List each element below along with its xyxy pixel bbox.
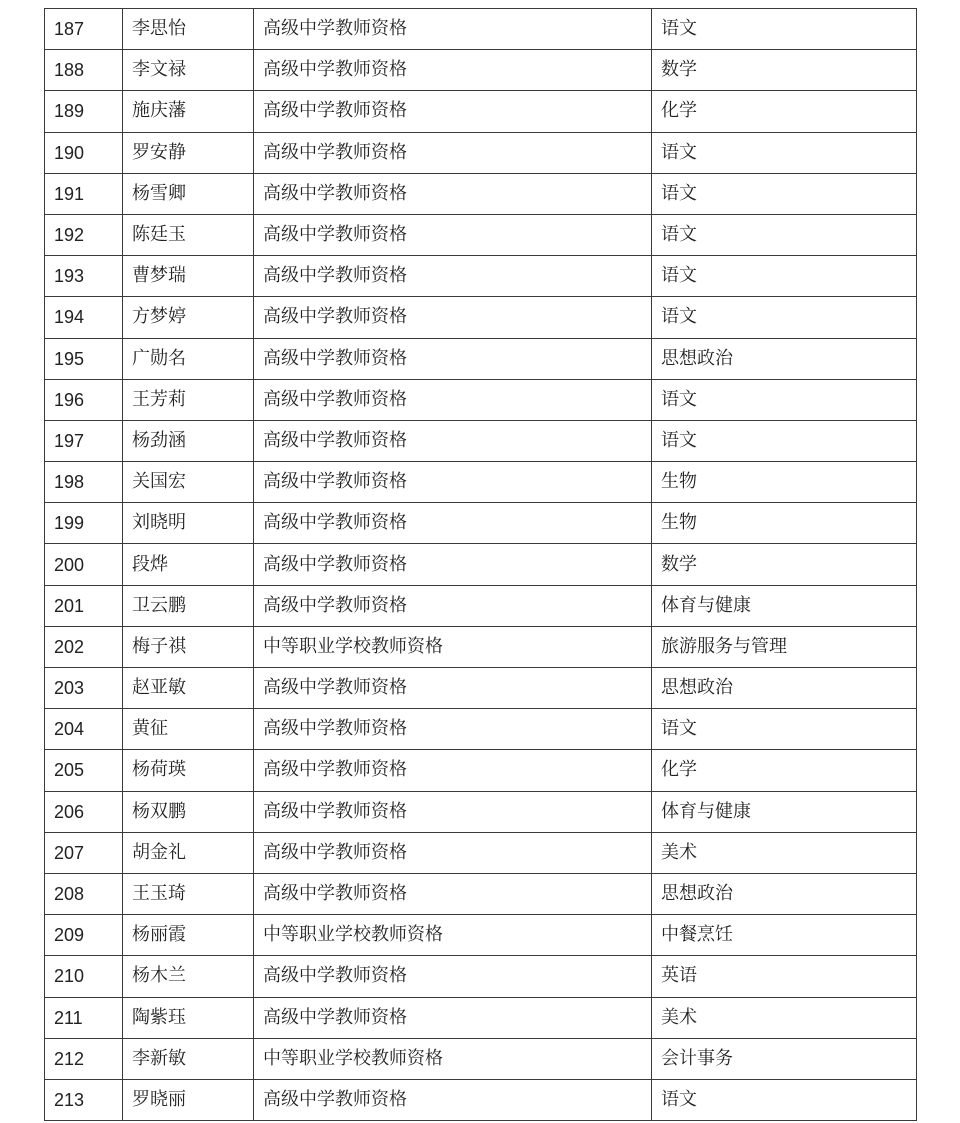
table-row [45, 832, 917, 873]
name-cell: 陈廷玉 [123, 214, 254, 255]
table-row [45, 297, 917, 338]
qualification-cell: 高级中学教师资格 [254, 503, 652, 544]
subject-cell: 中餐烹饪 [652, 915, 917, 956]
row-number-cell: 201 [45, 585, 123, 626]
table-row [45, 915, 917, 956]
row-number-cell: 208 [45, 873, 123, 914]
row-number-cell: 209 [45, 915, 123, 956]
row-number-cell: 196 [45, 379, 123, 420]
table-row [45, 750, 917, 791]
row-number-cell: 211 [45, 997, 123, 1038]
table-row [45, 503, 917, 544]
row-number-cell: 206 [45, 791, 123, 832]
qualification-cell: 高级中学教师资格 [254, 214, 652, 255]
name-cell: 杨双鹏 [123, 791, 254, 832]
name-cell: 曹梦瑞 [123, 256, 254, 297]
qualification-cell: 高级中学教师资格 [254, 9, 652, 50]
name-cell: 广勋名 [123, 338, 254, 379]
qualification-cell: 高级中学教师资格 [254, 832, 652, 873]
qualification-cell: 高级中学教师资格 [254, 173, 652, 214]
qualification-cell: 高级中学教师资格 [254, 956, 652, 997]
subject-cell: 英语 [652, 956, 917, 997]
subject-cell: 思想政治 [652, 873, 917, 914]
subject-cell: 旅游服务与管理 [652, 626, 917, 667]
qualification-cell: 高级中学教师资格 [254, 462, 652, 503]
table-row [45, 544, 917, 585]
qualification-cell: 高级中学教师资格 [254, 256, 652, 297]
table-row [45, 585, 917, 626]
name-cell: 杨雪卿 [123, 173, 254, 214]
table-row [45, 709, 917, 750]
subject-cell: 语文 [652, 256, 917, 297]
subject-cell: 会计事务 [652, 1038, 917, 1079]
name-cell: 罗晓丽 [123, 1079, 254, 1120]
table-row [45, 626, 917, 667]
table-row [45, 50, 917, 91]
table-row [45, 132, 917, 173]
row-number-cell: 205 [45, 750, 123, 791]
row-number-cell: 200 [45, 544, 123, 585]
table-body [45, 9, 917, 1121]
row-number-cell: 213 [45, 1079, 123, 1120]
name-cell: 梅子祺 [123, 626, 254, 667]
subject-cell: 语文 [652, 132, 917, 173]
name-cell: 施庆藩 [123, 91, 254, 132]
name-cell: 李思怡 [123, 9, 254, 50]
subject-cell: 语文 [652, 379, 917, 420]
subject-cell: 语文 [652, 709, 917, 750]
row-number-cell: 189 [45, 91, 123, 132]
qualification-cell: 中等职业学校教师资格 [254, 1038, 652, 1079]
name-cell: 段烨 [123, 544, 254, 585]
row-number-cell: 202 [45, 626, 123, 667]
subject-cell: 化学 [652, 750, 917, 791]
table-row [45, 173, 917, 214]
subject-cell: 数学 [652, 50, 917, 91]
name-cell: 卫云鹏 [123, 585, 254, 626]
row-number-cell: 197 [45, 420, 123, 461]
row-number-cell: 188 [45, 50, 123, 91]
row-number-cell: 190 [45, 132, 123, 173]
qualification-cell: 中等职业学校教师资格 [254, 915, 652, 956]
table-row [45, 956, 917, 997]
subject-cell: 体育与健康 [652, 791, 917, 832]
subject-cell: 数学 [652, 544, 917, 585]
subject-cell: 语文 [652, 420, 917, 461]
subject-cell: 语文 [652, 214, 917, 255]
row-number-cell: 210 [45, 956, 123, 997]
row-number-cell: 212 [45, 1038, 123, 1079]
name-cell: 陶紫珏 [123, 997, 254, 1038]
qualification-cell: 高级中学教师资格 [254, 379, 652, 420]
table-row [45, 9, 917, 50]
qualification-cell: 高级中学教师资格 [254, 420, 652, 461]
name-cell: 刘晓明 [123, 503, 254, 544]
row-number-cell: 191 [45, 173, 123, 214]
table-row [45, 420, 917, 461]
name-cell: 杨劲涵 [123, 420, 254, 461]
row-number-cell: 198 [45, 462, 123, 503]
table-row [45, 1079, 917, 1120]
subject-cell: 化学 [652, 91, 917, 132]
qualification-cell: 高级中学教师资格 [254, 132, 652, 173]
name-cell: 赵亚敏 [123, 668, 254, 709]
row-number-cell: 194 [45, 297, 123, 338]
qualification-cell: 高级中学教师资格 [254, 873, 652, 914]
name-cell: 李文禄 [123, 50, 254, 91]
name-cell: 杨丽霞 [123, 915, 254, 956]
table-row [45, 1038, 917, 1079]
subject-cell: 思想政治 [652, 668, 917, 709]
subject-cell: 语文 [652, 1079, 917, 1120]
qualification-cell: 高级中学教师资格 [254, 338, 652, 379]
row-number-cell: 193 [45, 256, 123, 297]
teacher-qualification-table [44, 8, 917, 1121]
row-number-cell: 192 [45, 214, 123, 255]
qualification-cell: 高级中学教师资格 [254, 50, 652, 91]
table-row [45, 668, 917, 709]
table-row [45, 379, 917, 420]
name-cell: 罗安静 [123, 132, 254, 173]
name-cell: 王玉琦 [123, 873, 254, 914]
table-row [45, 91, 917, 132]
row-number-cell: 203 [45, 668, 123, 709]
table-row [45, 997, 917, 1038]
qualification-cell: 高级中学教师资格 [254, 668, 652, 709]
qualification-cell: 高级中学教师资格 [254, 297, 652, 338]
table-row [45, 791, 917, 832]
row-number-cell: 187 [45, 9, 123, 50]
subject-cell: 语文 [652, 297, 917, 338]
name-cell: 杨荷瑛 [123, 750, 254, 791]
name-cell: 方梦婷 [123, 297, 254, 338]
name-cell: 黄征 [123, 709, 254, 750]
table-row [45, 462, 917, 503]
qualification-cell: 中等职业学校教师资格 [254, 626, 652, 667]
subject-cell: 思想政治 [652, 338, 917, 379]
row-number-cell: 199 [45, 503, 123, 544]
name-cell: 李新敏 [123, 1038, 254, 1079]
qualification-cell: 高级中学教师资格 [254, 997, 652, 1038]
qualification-cell: 高级中学教师资格 [254, 709, 652, 750]
subject-cell: 语文 [652, 173, 917, 214]
row-number-cell: 207 [45, 832, 123, 873]
qualification-cell: 高级中学教师资格 [254, 791, 652, 832]
qualification-cell: 高级中学教师资格 [254, 544, 652, 585]
subject-cell: 语文 [652, 9, 917, 50]
name-cell: 王芳莉 [123, 379, 254, 420]
table-row [45, 214, 917, 255]
qualification-cell: 高级中学教师资格 [254, 585, 652, 626]
qualification-cell: 高级中学教师资格 [254, 1079, 652, 1120]
row-number-cell: 195 [45, 338, 123, 379]
table-row [45, 338, 917, 379]
subject-cell: 体育与健康 [652, 585, 917, 626]
table-row [45, 873, 917, 914]
qualification-cell: 高级中学教师资格 [254, 91, 652, 132]
subject-cell: 美术 [652, 832, 917, 873]
name-cell: 杨木兰 [123, 956, 254, 997]
row-number-cell: 204 [45, 709, 123, 750]
table-row [45, 256, 917, 297]
subject-cell: 生物 [652, 462, 917, 503]
subject-cell: 生物 [652, 503, 917, 544]
name-cell: 胡金礼 [123, 832, 254, 873]
qualification-cell: 高级中学教师资格 [254, 750, 652, 791]
name-cell: 关国宏 [123, 462, 254, 503]
subject-cell: 美术 [652, 997, 917, 1038]
